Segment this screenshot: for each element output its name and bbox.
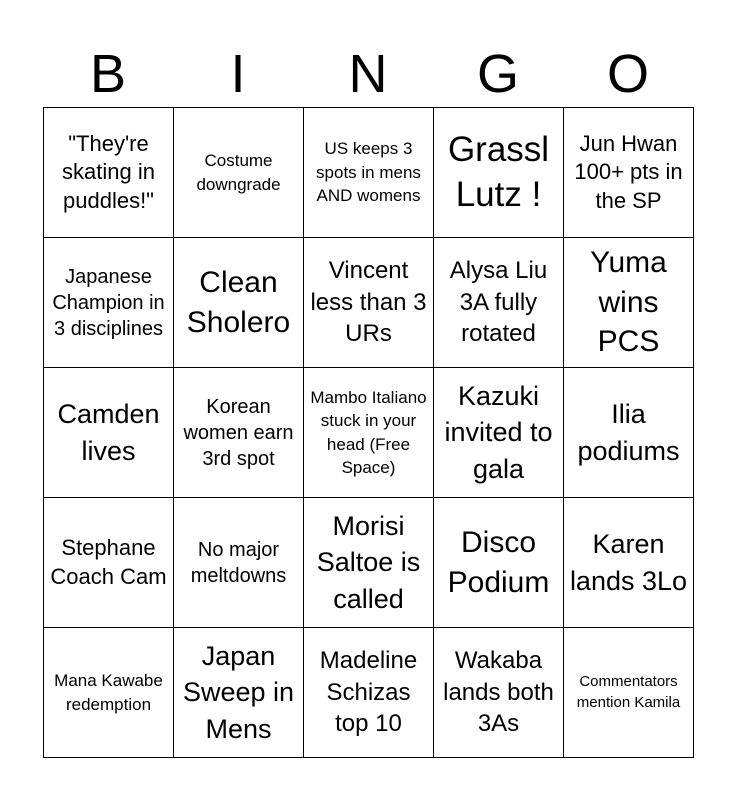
bingo-cell-r3-c5[interactable] bbox=[564, 368, 694, 498]
cell-label: Wakaba lands both 3As bbox=[443, 646, 554, 738]
cell-label: US keeps 3 spots in mens AND womens bbox=[316, 139, 421, 206]
cell-label: Costume downgrade bbox=[196, 151, 281, 194]
cell-label: Jun Hwan 100+ pts in the SP bbox=[574, 130, 683, 213]
cell-label: Alysa Liu 3A fully rotated bbox=[449, 256, 548, 348]
bingo-cell-r5-c5[interactable] bbox=[564, 628, 694, 758]
free-space-cell[interactable] bbox=[304, 368, 434, 498]
bingo-header bbox=[43, 40, 693, 108]
header-letter-n: N bbox=[348, 44, 388, 104]
cell-label: Ilia podiums bbox=[577, 399, 680, 466]
cell-label: Clean Sholero bbox=[186, 265, 291, 339]
bingo-cell-r2-c3[interactable] bbox=[304, 238, 434, 368]
bingo-cell-r4-c4[interactable] bbox=[434, 498, 564, 628]
cell-label: Japan Sweep in Mens bbox=[182, 640, 295, 744]
bingo-cell-r3-c4[interactable] bbox=[434, 368, 564, 498]
bingo-cell-r5-c1[interactable] bbox=[44, 628, 174, 758]
cell-label: Disco Podium bbox=[447, 525, 550, 599]
header-letter-g: G bbox=[476, 44, 519, 104]
bingo-cell-r4-c5[interactable] bbox=[564, 498, 694, 628]
bingo-cell-r1-c2[interactable] bbox=[174, 108, 304, 238]
cell-label: Camden lives bbox=[57, 399, 160, 466]
bingo-cell-r1-c5[interactable] bbox=[564, 108, 694, 238]
bingo-cell-r2-c2[interactable] bbox=[174, 238, 304, 368]
bingo-cell-r5-c4[interactable] bbox=[434, 628, 564, 758]
cell-label: Commentators mention Kamila bbox=[576, 673, 681, 711]
bingo-cell-r5-c3[interactable] bbox=[304, 628, 434, 758]
cell-label: Mana Kawabe redemption bbox=[54, 671, 163, 714]
bingo-cell-r4-c1[interactable] bbox=[44, 498, 174, 628]
bingo-cell-r3-c2[interactable] bbox=[174, 368, 304, 498]
bingo-cell-r3-c1[interactable] bbox=[44, 368, 174, 498]
header-letter-o: O bbox=[606, 44, 649, 104]
header-letter-i: I bbox=[230, 44, 246, 104]
bingo-cell-r2-c4[interactable] bbox=[434, 238, 564, 368]
cell-label: No major meltdowns bbox=[190, 538, 287, 587]
cell-label: Mambo Italiano stuck in your head (Free Space) bbox=[310, 387, 427, 477]
cell-label: Stephane Coach Cam bbox=[50, 534, 167, 589]
cell-label: Vincent less than 3 URs bbox=[310, 256, 427, 348]
bingo-cell-r2-c1[interactable] bbox=[44, 238, 174, 368]
cell-label: Kazuki invited to gala bbox=[444, 380, 553, 484]
bingo-cell-r4-c2[interactable] bbox=[174, 498, 304, 628]
bingo-cell-r1-c4[interactable] bbox=[434, 108, 564, 238]
bingo-cell-r2-c5[interactable] bbox=[564, 238, 694, 368]
cell-label: Grassl Lutz ! bbox=[447, 129, 550, 214]
cell-label: Morisi Saltoe is called bbox=[316, 510, 421, 614]
cell-label: Madeline Schizas top 10 bbox=[319, 646, 418, 738]
cell-label: Japanese Champion in 3 disciplines bbox=[52, 265, 165, 340]
bingo-cell-r1-c1[interactable] bbox=[44, 108, 174, 238]
bingo-cell-r4-c3[interactable] bbox=[304, 498, 434, 628]
header-letter-b: B bbox=[89, 44, 127, 104]
cell-label: Yuma wins PCS bbox=[590, 246, 667, 359]
cell-label: "They're skating in puddles!" bbox=[62, 130, 155, 213]
cell-label: Karen lands 3Lo bbox=[569, 529, 688, 596]
bingo-board bbox=[43, 107, 694, 758]
bingo-cell-r1-c3[interactable] bbox=[304, 108, 434, 238]
cell-label: Korean women earn 3rd spot bbox=[183, 395, 294, 470]
bingo-cell-r5-c2[interactable] bbox=[174, 628, 304, 758]
